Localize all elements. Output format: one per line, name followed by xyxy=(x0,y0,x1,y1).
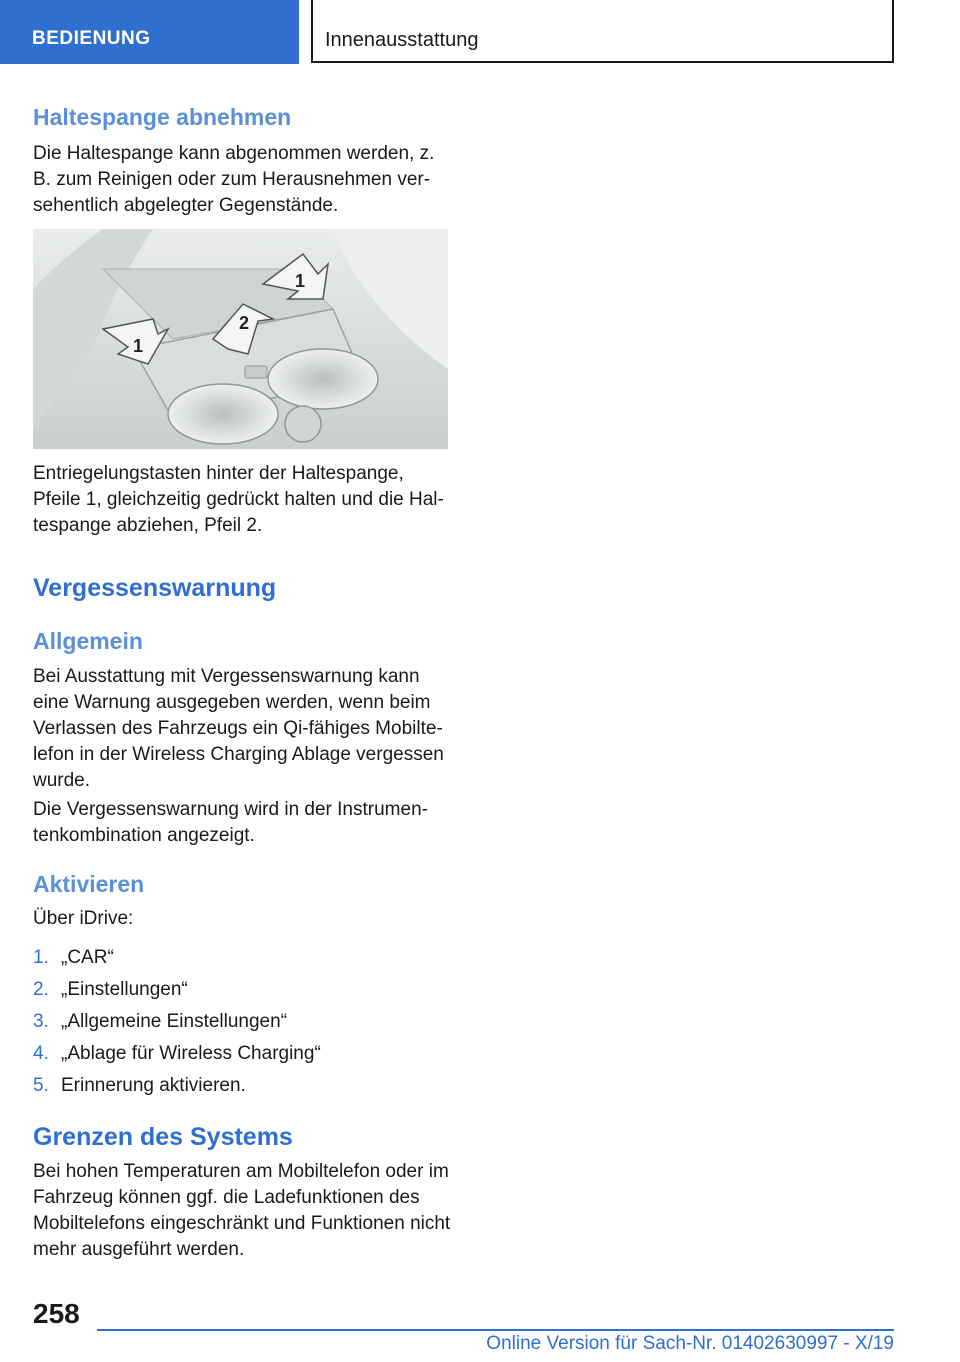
paragraph-grenzen: Bei hohen Temperaturen am Mobiltelefon oder im Fahrzeug können ggf. die Ladefunktionen des Mobiltelefons eingeschränkt und Funktionen nicht mehr ausgeführt werden. xyxy=(33,1161,451,1260)
heading-vergessenswarnung: Vergessenswarnung xyxy=(33,574,277,602)
heading-haltespange: Haltespange abnehmen xyxy=(33,104,292,130)
heading-aktivieren: Aktivieren xyxy=(33,871,145,897)
list-item-number: 5. xyxy=(33,1075,49,1096)
list-item-number: 2. xyxy=(33,979,49,1000)
console-drawing xyxy=(33,229,448,449)
figure-label-arrow-1-left: 1 xyxy=(133,336,144,356)
chapter-title: Innenausstattung xyxy=(325,29,479,51)
figure-label-arrow-1-right: 1 xyxy=(295,271,306,291)
list-item-number: 1. xyxy=(33,947,49,968)
list-item-text: „Allgemeine Einstellungen“ xyxy=(61,1011,288,1032)
footer-divider xyxy=(97,1329,894,1331)
section-tab xyxy=(0,0,299,64)
heading-allgemein: Allgemein xyxy=(33,628,143,654)
list-item-text: „Ablage für Wireless Charging“ xyxy=(61,1043,321,1064)
section-title: BEDIENUNG xyxy=(32,28,151,49)
paragraph-allgemein-2: Die Vergessenswarnung wird in der Instrumentenkombination angezeigt. xyxy=(33,799,428,846)
page-number: 258 xyxy=(33,1298,80,1329)
console-illustration xyxy=(33,229,448,449)
list-item-text: Erinnerung aktivieren. xyxy=(61,1075,246,1096)
list-item-number: 3. xyxy=(33,1011,49,1032)
list-item-text: „CAR“ xyxy=(61,947,114,968)
figure-label-arrow-2: 2 xyxy=(239,313,250,333)
paragraph-haltespange-instruction: Entriegelungstasten hinter der Haltespange, Pfeile 1, gleichzeitig gedrückt halten und die Haltespange abziehen, Pfeil 2. xyxy=(33,463,444,536)
paragraph-aktivieren-intro: Über iDrive: xyxy=(33,908,134,929)
chapter-tab xyxy=(311,0,894,63)
heading-grenzen: Grenzen des Systems xyxy=(33,1123,293,1151)
list-item-number: 4. xyxy=(33,1043,49,1064)
footer-online-version: Online Version für Sach-Nr. 01402630997 - X/19 xyxy=(486,1333,894,1354)
list-item-text: „Einstellungen“ xyxy=(61,979,188,1000)
paragraph-haltespange-intro: Die Haltespange kann abgenommen werden, z. B. zum Reinigen oder zum Herausnehmen versehentlich abgelegter Gegenstände. xyxy=(33,143,435,216)
paragraph-allgemein-1: Bei Ausstattung mit Vergessenswarnung kann eine Warnung ausgegeben werden, wenn beim Verlassen des Fahrzeugs ein Qi-fähiges Mobiltelefon in der Wireless Charging Ablage vergessen wurde. xyxy=(33,666,444,791)
